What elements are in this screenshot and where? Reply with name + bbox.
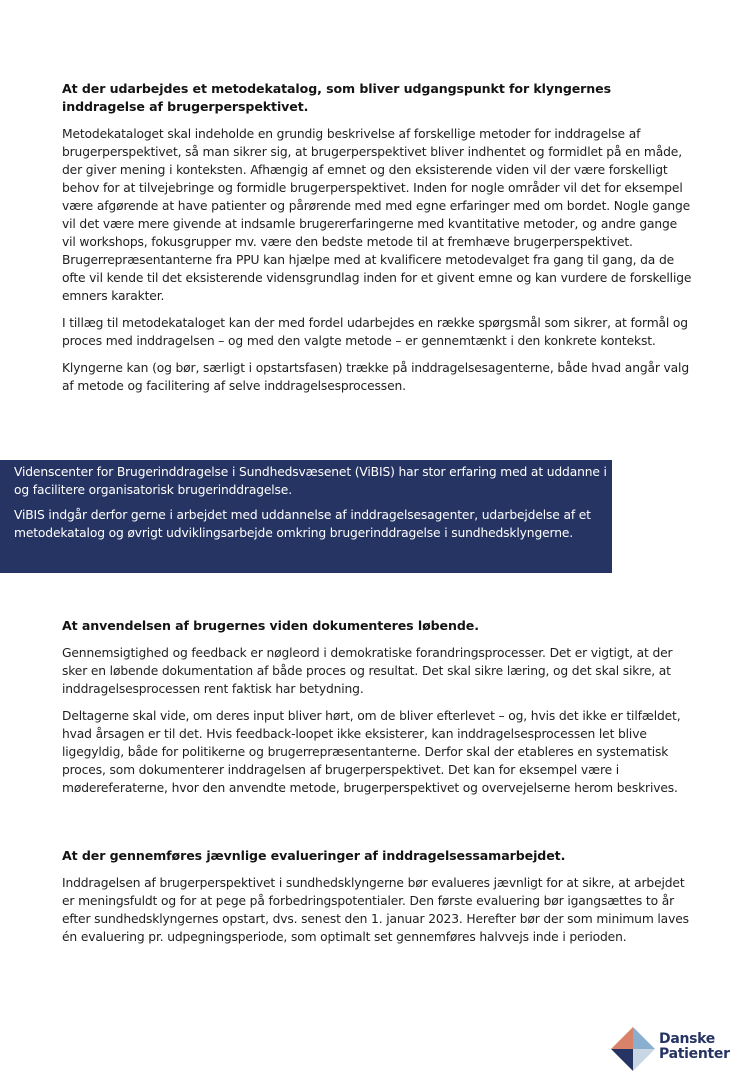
section-heading: At der gennemføres jævnlige evalueringer af inddragelsessamarbejdet.	[62, 848, 566, 863]
logo-line2: Patienter	[659, 1046, 730, 1062]
paragraph: I tillæg til metodekataloget kan der med fordel udarbejdes en række spørgsmål som sikrer, at formål og proces med inddragelsen – og med den valgte metode – er gennemtænkt i den konkrete kontekst.	[62, 316, 688, 348]
paragraph: Metodekataloget skal indeholde en grundig beskrivelse af forskellige metoder for inddragelse af brugerperspektivet, så man sikrer sig, at brugerperspektivet bliver indhentet og formidlet på en måde, der giver mening i konteksten. Afhængig af emnet og den eksisterende viden vil der være forskelligt behov for at tilvejebringe og formidle brugerperspektivet. Inden for nogle områder vil det for eksempel være afgørende at have patienter og pårørende med med egne erfaringer med om bordet. Nogle gange vil det være mere givende at indsamle brugererfaringerne med kvantitative metoder, og andre gange vil workshops, fokusgrupper mv. være den bedste metode til at fremhæve brugerperspektivet. Brugerrepræsentanterne fra PPU kan hjælpe med at kvalificere metodevalget fra gang til gang, da de ofte vil kende til det eksisterende vidensgrundlag inden for et givent emne og kan vurdere de forskellige emners karakter.	[62, 127, 692, 303]
logo-text	[659, 1032, 730, 1062]
section-dokumentation	[62, 617, 692, 806]
paragraph: Inddragelsen af brugerperspektivet i sundhedsklyngerne bør evalueres jævnligt for at sikre, at arbejdet er meningsfuldt og for at pege på forbedringspotentialer. Den første evaluering bør igangsættes to år efter sundhedsklyngernes opstart, dvs. senest den 1. januar 2023. Herefter bør der som minimum laves én evaluering pr. udpegningsperiode, som optimalt set gennemføres halvvejs inde i perioden.	[62, 876, 689, 944]
paragraph: Klyngerne kan (og bør, særligt i opstartsfasen) trække på inddragelsesagenterne, både hvad angår valg af metode og facilitering af selve inddragelsesprocessen.	[62, 361, 689, 393]
info-paragraph: Videnscenter for Brugerinddragelse i Sundhedsvæsenet (ViBIS) har stor erfaring med at uddanne i og facilitere organisatorisk brugerinddragelse.	[14, 465, 607, 497]
paragraph: Deltagerne skal vide, om deres input bliver hørt, om de bliver efterlevet – og, hvis det ikke er tilfældet, hvad årsagen er til det. Hvis feedback-loopet ikke eksisterer, kan inddragelsesprocessen let blive ligegyldig, både for politikerne og brugerrepræsentanterne. Derfor skal der etableres en systematisk proces, som dokumenterer inddragelsen af brugerperspektivet. Det kan for eksempel være i mødereferaterne, hvor den anvendte metode, brugerperspektivet og overvejelserne herom beskrives.	[62, 709, 681, 795]
section-heading: At anvendelsen af brugernes viden dokumenteres løbende.	[62, 618, 479, 633]
diamond-logo-icon	[609, 1025, 657, 1073]
paragraph: Gennemsigtighed og feedback er nøgleord i demokratiske forandringsprocesser. Det er vigtigt, at der sker en løbende dokumentation af både proces og resultat. Det skal sikre læring, og det skal sikre, at inddragelsesprocessen rent faktisk har betydning.	[62, 646, 673, 696]
section-heading: At der udarbejdes et metodekatalog, som bliver udgangspunkt for klyngernes inddragelse af brugerperspektivet.	[62, 81, 611, 114]
section-metodekatalog	[62, 80, 692, 404]
danske-patienter-logo	[609, 1023, 747, 1075]
info-paragraph: ViBIS indgår derfor gerne i arbejdet med uddannelse af inddragelsesagenter, udarbejdelse af et metodekatalog og øvrigt udviklingsarbejde omkring brugerinddragelse i sundhedsklyngerne.	[14, 508, 591, 540]
section-evaluering	[62, 847, 692, 955]
logo-line1: Danske	[659, 1031, 715, 1047]
vibis-info-box	[0, 460, 612, 573]
